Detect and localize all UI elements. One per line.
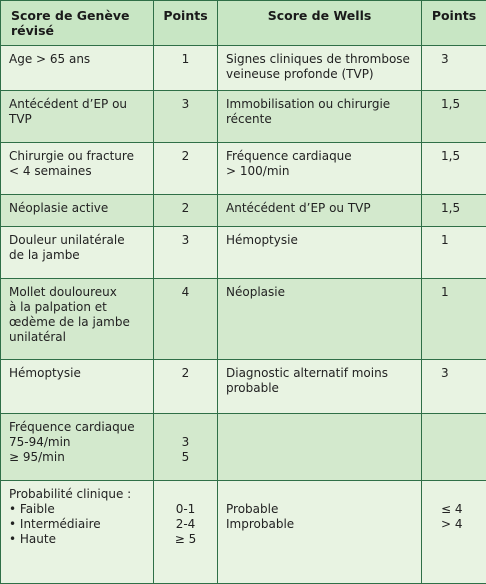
geneve-criterion: Mollet douloureux à la palpation et œdème de la jambe unilatéral (1, 279, 154, 360)
geneve-criterion: Chirurgie ou fracture < 4 semaines (1, 143, 154, 195)
geneve-criterion: Age > 65 ans (1, 46, 154, 91)
geneve-criterion: Néoplasie active (1, 195, 154, 227)
table-row (1, 46, 486, 91)
wells-points: 1,5 (422, 143, 486, 195)
heart-rate-row (1, 414, 486, 481)
table-row (1, 279, 486, 360)
geneve-points: 3 5 (154, 414, 218, 481)
wells-points: 1,5 (422, 195, 486, 227)
geneve-points: 2 (154, 195, 218, 227)
wells-criterion: Néoplasie (218, 279, 422, 360)
wells-points: 1 (422, 227, 486, 279)
wells-criterion: Antécédent d’EP ou TVP (218, 195, 422, 227)
wells-criterion-empty (218, 414, 422, 481)
wells-probability: Probable Improbable (218, 481, 422, 584)
table-row (1, 143, 486, 195)
wells-criterion: Diagnostic alternatif moins probable (218, 360, 422, 414)
wells-points: 3 (422, 46, 486, 91)
wells-points: 1 (422, 279, 486, 360)
geneve-criterion: Antécédent d’EP ou TVP (1, 91, 154, 143)
header-points-wells: Points (422, 1, 486, 46)
wells-criterion: Fréquence cardiaque > 100/min (218, 143, 422, 195)
geneve-probability-points: 0-1 2-4 ≥ 5 (154, 481, 218, 584)
table-row (1, 195, 486, 227)
geneve-points: 3 (154, 227, 218, 279)
geneve-points: 4 (154, 279, 218, 360)
wells-points: 1,5 (422, 91, 486, 143)
header-wells: Score de Wells (218, 1, 422, 46)
geneve-criterion: Fréquence cardiaque 75-94/min ≥ 95/min (1, 414, 154, 481)
wells-points: 3 (422, 360, 486, 414)
table-row (1, 360, 486, 414)
table-row (1, 91, 486, 143)
probability-row (1, 481, 486, 584)
wells-points-empty (422, 414, 486, 481)
geneve-criterion: Douleur unilatérale de la jambe (1, 227, 154, 279)
geneve-points: 1 (154, 46, 218, 91)
geneve-criterion: Hémoptysie (1, 360, 154, 414)
geneve-probability: Probabilité clinique : • Faible • Intermédiaire • Haute (1, 481, 154, 584)
geneve-points: 2 (154, 143, 218, 195)
header-geneve: Score de Genève révisé (1, 1, 154, 46)
header-row (1, 1, 486, 46)
geneve-points: 2 (154, 360, 218, 414)
header-points-geneve: Points (154, 1, 218, 46)
geneve-points: 3 (154, 91, 218, 143)
table-row (1, 227, 486, 279)
wells-probability-points: ≤ 4 > 4 (422, 481, 486, 584)
wells-criterion: Signes cliniques de thrombose veineuse profonde (TVP) (218, 46, 422, 91)
wells-criterion: Hémoptysie (218, 227, 422, 279)
wells-criterion: Immobilisation ou chirurgie récente (218, 91, 422, 143)
